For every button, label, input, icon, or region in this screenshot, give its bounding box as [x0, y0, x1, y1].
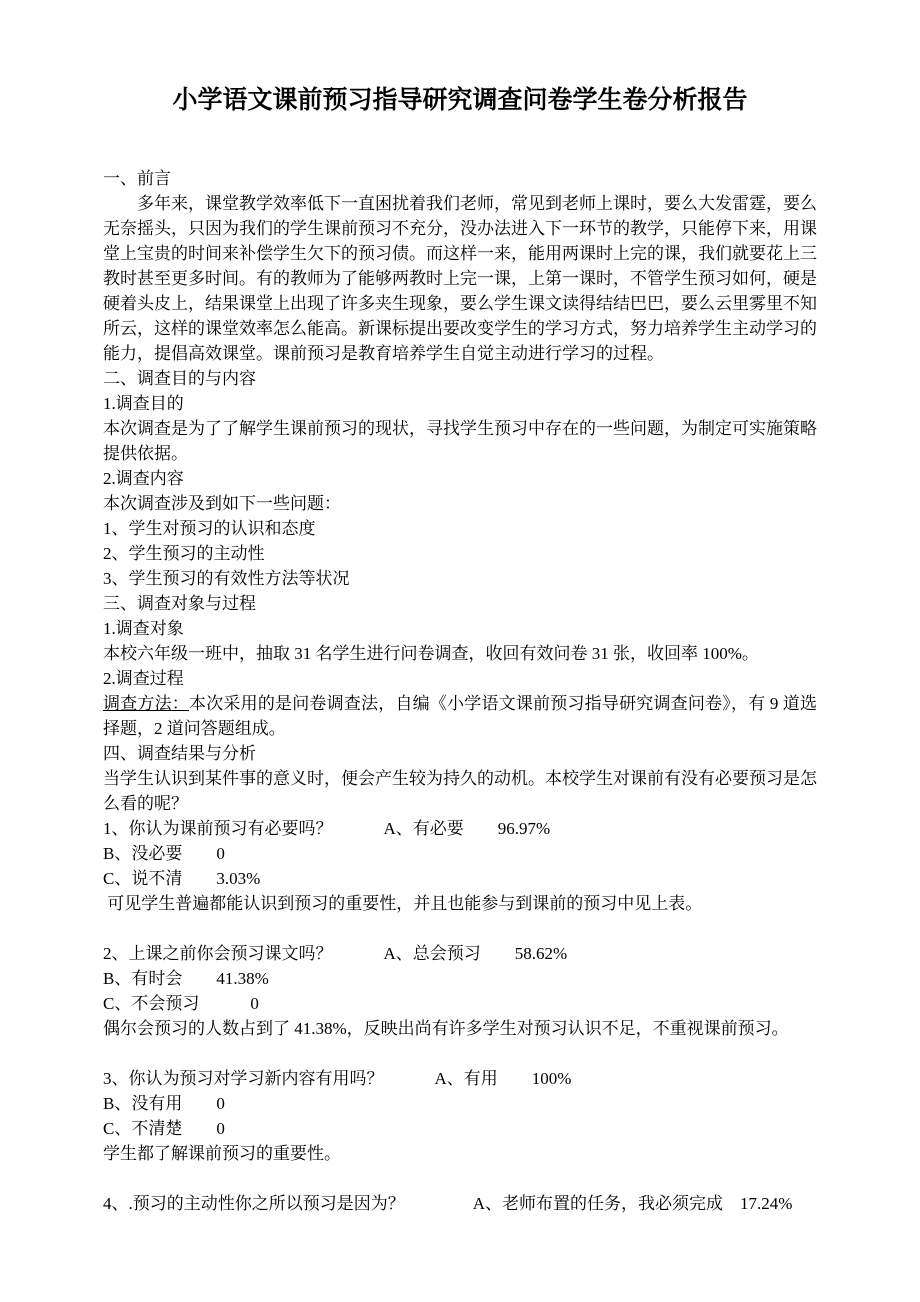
text-line: B、没必要 0 — [103, 844, 225, 863]
text-line: 四、调查结果与分析 — [103, 744, 256, 763]
text-line: C、说不清 3.03% — [103, 869, 261, 888]
document-title: 小学语文课前预习指导研究调查问卷学生卷分析报告 — [172, 87, 748, 114]
text-line: 学生都了解课前预习的重要性。 — [103, 1144, 341, 1163]
text-line: 2、学生预习的主动性 — [103, 544, 265, 563]
text-line: 调查方法：本次采用的是问卷调查法，自编《小学语文课前预习指导研究调查问卷》，有 9 道选择题，2 道问答题组成。 — [103, 694, 818, 738]
text-line: 1、你认为课前预习有必要吗？ A、有必要 96.97% — [103, 819, 551, 838]
text-line: 3、学生预习的有效性方法等状况 — [103, 569, 350, 588]
text-line: 2.调查内容 — [103, 469, 184, 488]
text-line: 二、调查目的与内容 — [103, 369, 256, 388]
text-line: 4、.预习的主动性你之所以预习是因为？ A、老师布置的任务，我必须完成 17.24% — [103, 1194, 793, 1213]
text-line: 3、你认为预习对学习新内容有用吗？ A、有用 100% — [103, 1069, 572, 1088]
text-line: 1.调查对象 — [103, 619, 184, 638]
text-line: 当学生认识到某件事的意义时，便会产生较为持久的动机。本校学生对课前有没有必要预习是怎么看的呢？ — [103, 769, 817, 813]
text-line: B、没有用 0 — [103, 1094, 225, 1113]
text-line: 2.调查过程 — [103, 669, 184, 688]
text-line: 2、上课之前你会预习课文吗？ A、总会预习 58.62% — [103, 944, 568, 963]
blank-line — [103, 1166, 817, 1191]
blank-line — [103, 1041, 817, 1066]
text-line: 可见学生普遍都能认识到预习的重要性，并且也能参与到课前的预习中见上表。 — [103, 894, 703, 913]
text-line: C、不会预习 0 — [103, 994, 259, 1013]
text-line: C、不清楚 0 — [103, 1119, 225, 1138]
text-line: 三、调查对象与过程 — [103, 594, 256, 613]
text-line: 本校六年级一班中，抽取 31 名学生进行问卷调查，收回有效问卷 31 张，收回率 100%。 — [103, 644, 759, 663]
blank-line — [103, 916, 817, 941]
underlined-label: 调查方法： — [103, 694, 190, 713]
text-line: 1、学生对预习的认识和态度 — [103, 519, 316, 538]
text-line: 1.调查目的 — [103, 394, 184, 413]
text-line: 多年来，课堂教学效率低下一直困扰着我们老师，常见到老师上课时，要么大发雷霆，要么无奈摇头，只因为我们的学生课前预习不充分，没办法进入下一环节的教学，只能停下来，用课堂上宝贵的时间来补偿学生欠下的预习债。而这样一来，能用两课时上完的课，我们就要花上三教时甚至更多时间。有的教师为了能够两教时上完一课，上第一课时，不管学生预习如何，硬是硬着头皮上，结果课堂上出现了许多夹生现象，要么学生课文读得结结巴巴，要么云里雾里不知所云，这样的课堂效率怎么能高。新课标提出要改变学生的学习方式，努力培养学生主动学习的能力，提倡高效课堂。课前预习是教育培养学生自觉主动进行学习的过程。 — [103, 194, 817, 363]
text-line: B、有时会 41.38% — [103, 969, 269, 988]
text-line: 本次调查是为了了解学生课前预习的现状，寻找学生预习中存在的一些问题，为制定可实施策略提供依据。 — [103, 419, 817, 463]
text-line: 偶尔会预习的人数占到了 41.38%，反映出尚有许多学生对预习认识不足，不重视课前预习。 — [103, 1019, 789, 1038]
document-body — [103, 166, 817, 1216]
text-line: 一、前言 — [103, 169, 171, 188]
text-line: 本次调查涉及到如下一些问题： — [103, 494, 341, 513]
